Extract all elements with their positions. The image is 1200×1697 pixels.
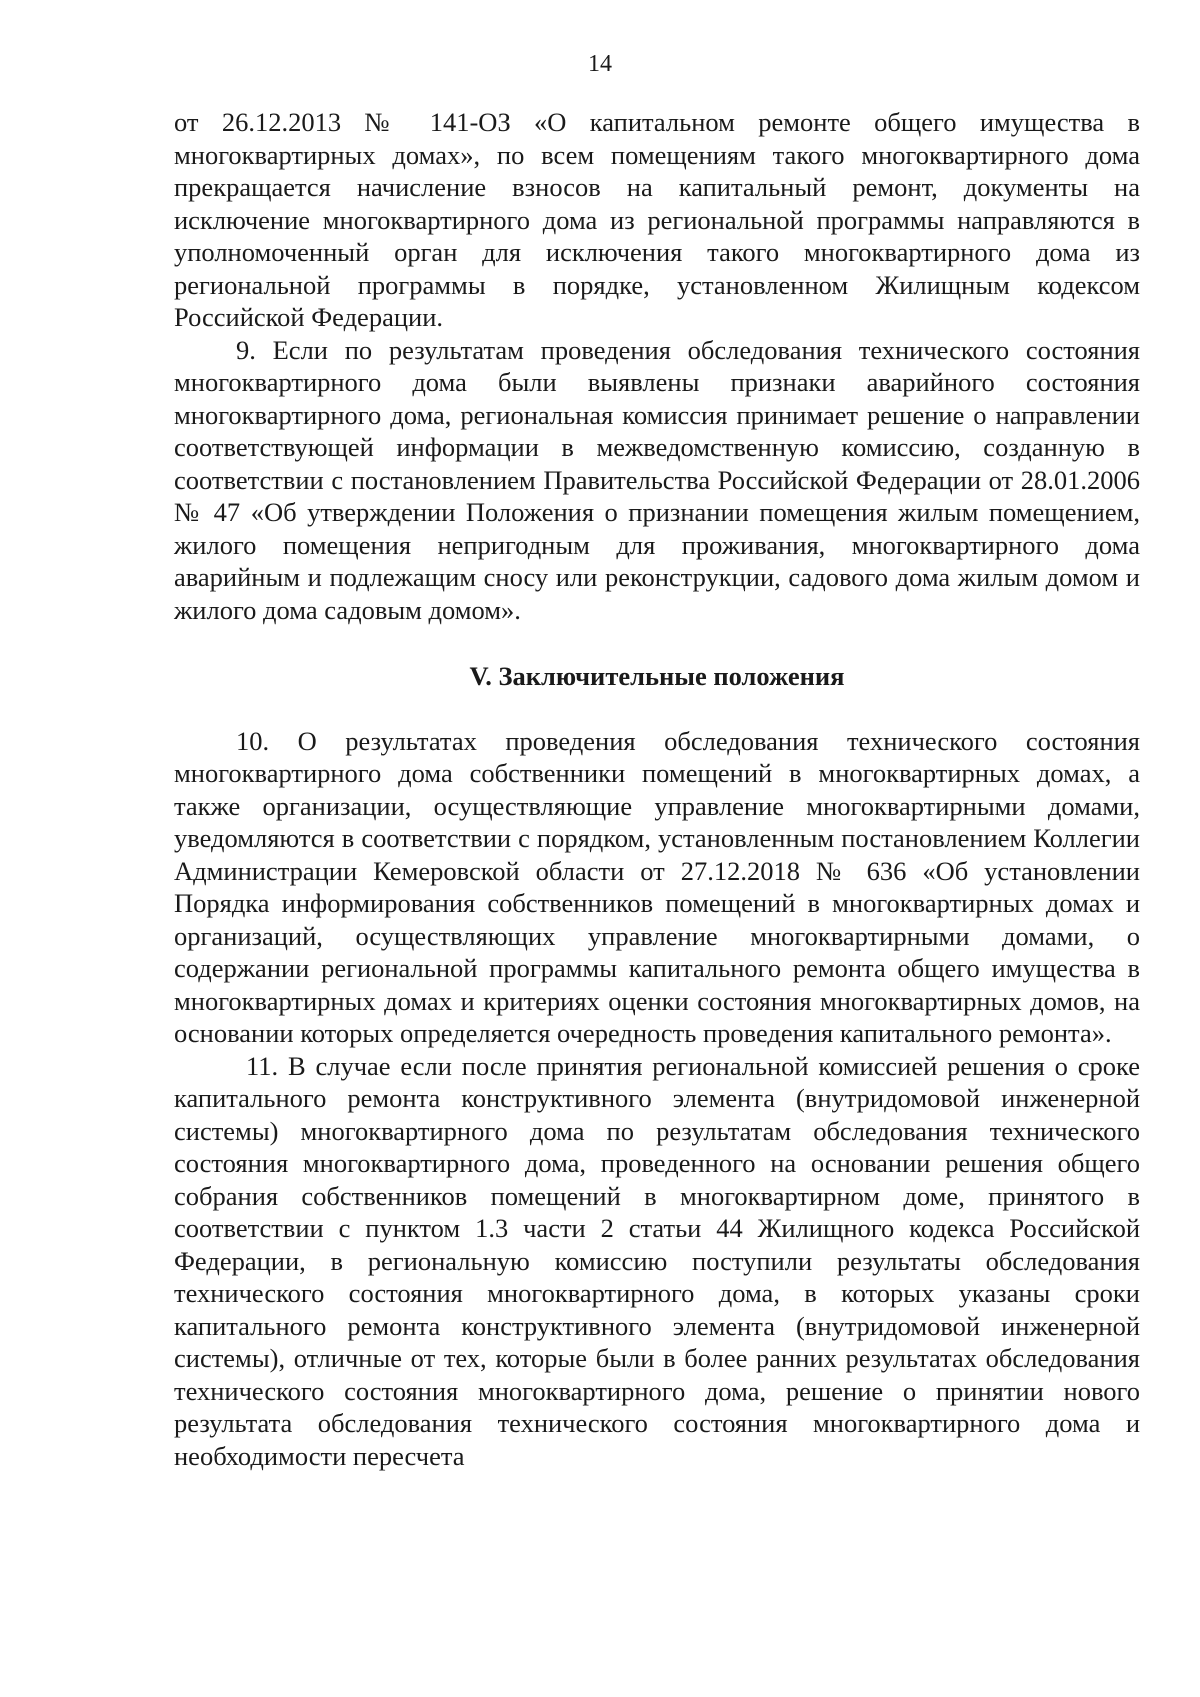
paragraph-continuation: от 26.12.2013 № 141-ОЗ «О капитальном ремонте общего имущества в многоквартирных домах», по всем помещениям такого многоквартирного дома прекращается начисление взносов на капитальный ремонт, документы на исключение многоквартирного дома из региональной программы направляются в уполномоченный орган для исключения такого многоквартирного дома из региональной программы в порядке, установленном Жилищным кодексом Российской Федерации.: [174, 107, 1140, 332]
page-number: 14: [588, 51, 612, 77]
paragraph-item-11: 11. В случае если после принятия региональной комиссией решения о сроке капитального ремонта конструктивного элемента (внутридомовой инженерной системы) многоквартирного дома по результатам обследования технического состояния многоквартирного дома, проведенного на основании решения общего собрания собственников помещений в многоквартирном доме, принятого в соответствии с пунктом 1.3 части 2 статьи 44 Жилищного кодекса Российской Федерации, в региональную комиссию поступили результаты обследования технического состояния многоквартирного дома, в которых указаны сроки капитального ремонта конструктивного элемента (внутридомовой инженерной системы), отличные от тех, которые были в более ранних результатах обследования технического состояния многоквартирного дома, решение о принятии нового результата обследования технического состояния многоквартирного дома и необходимости пересчета: [174, 1050, 1140, 1471]
paragraph-item-10: 10. О результатах проведения обследования технического состояния многоквартирного дома собственники помещений в многоквартирных домах, а также организации, осуществляющие управление многоквартирными домами, уведомляются в соответствии с порядком, установленным постановлением Коллегии Администрации Кемеровской области от 27.12.2018 № 636 «Об установлении Порядка информирования собственников помещений в многоквартирных домах и организаций, осуществляющих управление многоквартирными домами, о содержании региональной программы капитального ремонта общего имущества в многоквартирных домах и критериях оценки состояния многоквартирных домов, на основании которых определяется очередность проведения капитального ремонта».: [174, 725, 1140, 1048]
section-heading: V. Заключительные положения: [469, 661, 845, 691]
paragraph-item-9: 9. Если по результатам проведения обследования технического состояния многоквартирного дома были выявлены признаки аварийного состояния многоквартирного дома, региональная комиссия принимает решение о направлении соответствующей информации в межведомственную комиссию, созданную в соответствии с постановлением Правительства Российской Федерации от 28.01.2006 № 47 «Об утверждении Положения о признании помещения жилым помещением, жилого помещения непригодным для проживания, многоквартирного дома аварийным и подлежащим сносу или реконструкции, садового дома жилым домом и жилого дома садовым домом».: [174, 334, 1140, 625]
document-body: [174, 106, 1140, 1472]
